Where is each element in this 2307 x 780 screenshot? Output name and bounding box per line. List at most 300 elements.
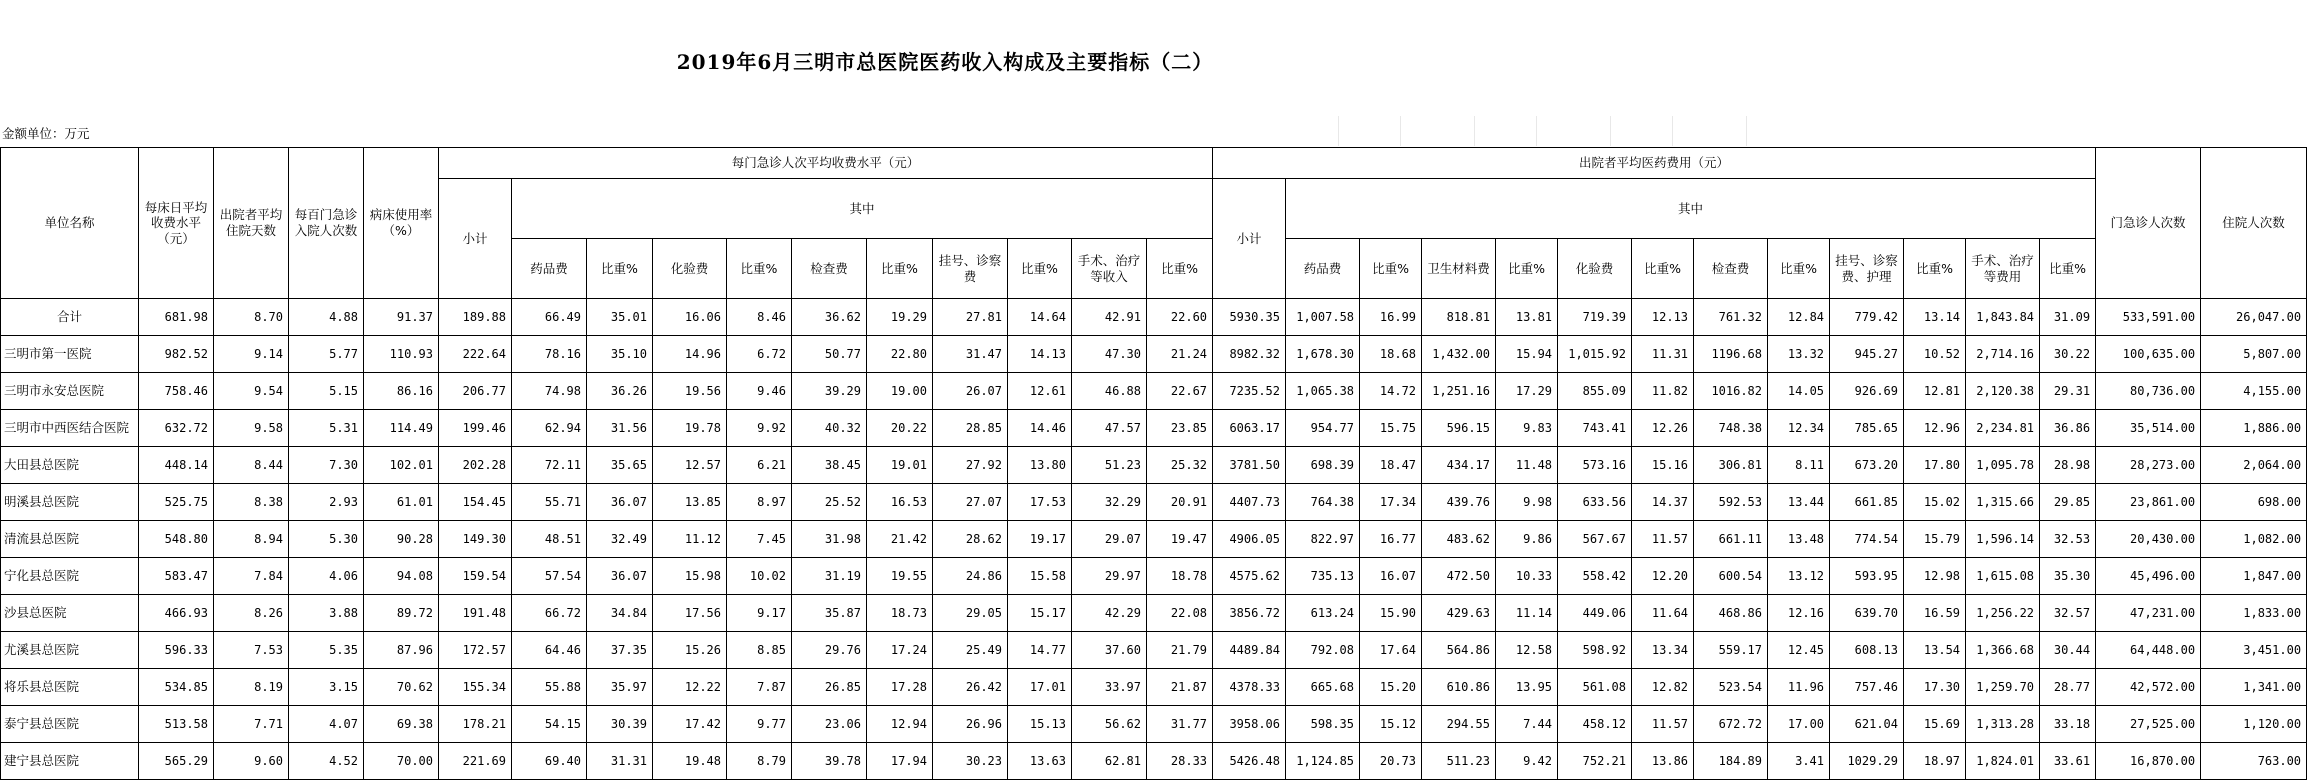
value-cell: 633.56 (1558, 484, 1632, 521)
value-cell: 13.86 (1632, 743, 1694, 780)
header-op-exam-pct: 比重% (867, 239, 933, 299)
value-cell: 621.04 (1830, 706, 1904, 743)
value-cell: 818.81 (1422, 299, 1496, 336)
value-cell: 14.72 (1360, 373, 1422, 410)
value-cell: 596.15 (1422, 410, 1496, 447)
value-cell: 9.58 (214, 410, 289, 447)
value-cell: 26.85 (792, 669, 867, 706)
header-op-exam: 检查费 (792, 239, 867, 299)
value-cell: 2,064.00 (2201, 447, 2307, 484)
value-cell: 36.62 (792, 299, 867, 336)
value-cell: 25.52 (792, 484, 867, 521)
value-cell: 31.47 (933, 336, 1008, 373)
value-cell: 154.45 (439, 484, 512, 521)
value-cell: 29.05 (933, 595, 1008, 632)
value-cell: 1,007.58 (1286, 299, 1360, 336)
value-cell: 1,678.30 (1286, 336, 1360, 373)
value-cell: 4378.33 (1213, 669, 1286, 706)
value-cell: 945.27 (1830, 336, 1904, 373)
value-cell: 28.98 (2040, 447, 2096, 484)
value-cell: 149.30 (439, 521, 512, 558)
unit-name-cell: 三明市永安总医院 (1, 373, 139, 410)
value-cell: 3958.06 (1213, 706, 1286, 743)
value-cell: 17.53 (1008, 484, 1072, 521)
value-cell: 34.84 (587, 595, 653, 632)
value-cell: 89.72 (364, 595, 439, 632)
value-cell: 28.85 (933, 410, 1008, 447)
value-cell: 1,015.92 (1558, 336, 1632, 373)
value-cell: 21.87 (1147, 669, 1213, 706)
value-cell: 719.39 (1558, 299, 1632, 336)
value-cell: 14.96 (653, 336, 727, 373)
value-cell: 1,843.84 (1966, 299, 2040, 336)
value-cell: 17.29 (1496, 373, 1558, 410)
value-cell: 17.64 (1360, 632, 1422, 669)
value-cell: 31.98 (792, 521, 867, 558)
value-cell: 9.86 (1496, 521, 1558, 558)
value-cell: 533,591.00 (2096, 299, 2201, 336)
unit-name-cell: 三明市第一医院 (1, 336, 139, 373)
value-cell: 62.94 (512, 410, 587, 447)
value-cell: 17.34 (1360, 484, 1422, 521)
value-cell: 11.96 (1768, 669, 1830, 706)
unit-name-cell: 三明市中西医结合医院 (1, 410, 139, 447)
value-cell: 7.71 (214, 706, 289, 743)
value-cell: 21.79 (1147, 632, 1213, 669)
page-title: 2019年6月三明市总医院医药收入构成及主要指标（二） (676, 50, 1214, 74)
value-cell: 66.49 (512, 299, 587, 336)
unit-name-cell: 建宁县总医院 (1, 743, 139, 780)
value-cell: 1,313.28 (1966, 706, 2040, 743)
value-cell: 12.45 (1768, 632, 1830, 669)
value-cell: 27.07 (933, 484, 1008, 521)
value-cell: 27,525.00 (2096, 706, 2201, 743)
header-inpatient-count: 住院人次数 (2201, 148, 2307, 299)
value-cell: 2.93 (289, 484, 364, 521)
value-cell: 3781.50 (1213, 447, 1286, 484)
value-cell: 17.94 (867, 743, 933, 780)
value-cell: 18.97 (1904, 743, 1966, 780)
value-cell: 18.78 (1147, 558, 1213, 595)
header-ip-of-which: 其中 (1286, 179, 2096, 239)
value-cell: 11.14 (1496, 595, 1558, 632)
value-cell: 12.16 (1768, 595, 1830, 632)
value-cell: 439.76 (1422, 484, 1496, 521)
value-cell: 613.24 (1286, 595, 1360, 632)
value-cell: 62.81 (1072, 743, 1147, 780)
value-cell: 1,251.16 (1422, 373, 1496, 410)
value-cell: 5,807.00 (2201, 336, 2307, 373)
value-cell: 25.49 (933, 632, 1008, 669)
value-cell: 222.64 (439, 336, 512, 373)
value-cell: 735.13 (1286, 558, 1360, 595)
value-cell: 50.77 (792, 336, 867, 373)
value-cell: 11.48 (1496, 447, 1558, 484)
value-cell: 28.77 (2040, 669, 2096, 706)
header-op-drug: 药品费 (512, 239, 587, 299)
value-cell: 757.46 (1830, 669, 1904, 706)
table-body (1, 299, 2307, 780)
value-cell: 15.90 (1360, 595, 1422, 632)
header-ip-material-pct: 比重% (1496, 239, 1558, 299)
value-cell: 5.15 (289, 373, 364, 410)
header-per100-admit: 每百门急诊入院人次数 (289, 148, 364, 299)
value-cell: 567.67 (1558, 521, 1632, 558)
value-cell: 172.57 (439, 632, 512, 669)
value-cell: 66.72 (512, 595, 587, 632)
header-ip-lab-pct: 比重% (1632, 239, 1694, 299)
value-cell: 13.12 (1768, 558, 1830, 595)
total-row (1, 299, 2307, 336)
value-cell: 57.54 (512, 558, 587, 595)
value-cell: 661.11 (1694, 521, 1768, 558)
value-cell: 23,861.00 (2096, 484, 2201, 521)
table-row (1, 521, 2307, 558)
grid-line (1474, 116, 1475, 146)
value-cell: 1,366.68 (1966, 632, 2040, 669)
value-cell: 26.96 (933, 706, 1008, 743)
unit-name-cell: 尤溪县总医院 (1, 632, 139, 669)
value-cell: 639.70 (1830, 595, 1904, 632)
value-cell: 36.26 (587, 373, 653, 410)
value-cell: 23.06 (792, 706, 867, 743)
header-ip-registration-pct: 比重% (1904, 239, 1966, 299)
value-cell: 472.50 (1422, 558, 1496, 595)
value-cell: 37.60 (1072, 632, 1147, 669)
value-cell: 792.08 (1286, 632, 1360, 669)
header-op-surgery: 手术、治疗等收入 (1072, 239, 1147, 299)
value-cell: 466.93 (139, 595, 214, 632)
value-cell: 14.64 (1008, 299, 1072, 336)
value-cell: 110.93 (364, 336, 439, 373)
value-cell: 19.47 (1147, 521, 1213, 558)
value-cell: 35.10 (587, 336, 653, 373)
header-bed-daily: 每床日平均收费水平（元） (139, 148, 214, 299)
unit-label: 金额单位：万元 (2, 126, 90, 141)
value-cell: 12.98 (1904, 558, 1966, 595)
table-row (1, 595, 2307, 632)
value-cell: 8.38 (214, 484, 289, 521)
unit-name-cell: 沙县总医院 (1, 595, 139, 632)
value-cell: 42.29 (1072, 595, 1147, 632)
value-cell: 80,736.00 (2096, 373, 2201, 410)
value-cell: 748.38 (1694, 410, 1768, 447)
value-cell: 28.33 (1147, 743, 1213, 780)
value-cell: 51.23 (1072, 447, 1147, 484)
value-cell: 600.54 (1694, 558, 1768, 595)
unit-name-cell: 将乐县总医院 (1, 669, 139, 706)
value-cell: 698.00 (2201, 484, 2307, 521)
value-cell: 30.22 (2040, 336, 2096, 373)
value-cell: 17.42 (653, 706, 727, 743)
value-cell: 449.06 (1558, 595, 1632, 632)
value-cell: 15.17 (1008, 595, 1072, 632)
value-cell: 11.57 (1632, 521, 1694, 558)
value-cell: 608.13 (1830, 632, 1904, 669)
value-cell: 1,432.00 (1422, 336, 1496, 373)
value-cell: 159.54 (439, 558, 512, 595)
value-cell: 525.75 (139, 484, 214, 521)
value-cell: 7.44 (1496, 706, 1558, 743)
value-cell: 13.95 (1496, 669, 1558, 706)
value-cell: 29.31 (2040, 373, 2096, 410)
value-cell: 954.77 (1286, 410, 1360, 447)
header-op-of-which: 其中 (512, 179, 1213, 239)
value-cell: 926.69 (1830, 373, 1904, 410)
value-cell: 1016.82 (1694, 373, 1768, 410)
value-cell: 11.57 (1632, 706, 1694, 743)
value-cell: 20.91 (1147, 484, 1213, 521)
value-cell: 12.22 (653, 669, 727, 706)
value-cell: 13.63 (1008, 743, 1072, 780)
value-cell: 27.92 (933, 447, 1008, 484)
value-cell: 22.67 (1147, 373, 1213, 410)
value-cell: 19.01 (867, 447, 933, 484)
value-cell: 189.88 (439, 299, 512, 336)
value-cell: 31.31 (587, 743, 653, 780)
value-cell: 16,870.00 (2096, 743, 2201, 780)
value-cell: 55.71 (512, 484, 587, 521)
value-cell: 592.53 (1694, 484, 1768, 521)
value-cell: 8.79 (727, 743, 792, 780)
header-op-lab-pct: 比重% (727, 239, 792, 299)
value-cell: 8.11 (1768, 447, 1830, 484)
value-cell: 15.79 (1904, 521, 1966, 558)
value-cell: 752.21 (1558, 743, 1632, 780)
value-cell: 7.84 (214, 558, 289, 595)
value-cell: 17.00 (1768, 706, 1830, 743)
value-cell: 31.09 (2040, 299, 2096, 336)
value-cell: 19.78 (653, 410, 727, 447)
value-cell: 12.34 (1768, 410, 1830, 447)
value-cell: 1,847.00 (2201, 558, 2307, 595)
table-row (1, 447, 2307, 484)
value-cell: 29.07 (1072, 521, 1147, 558)
value-cell: 39.29 (792, 373, 867, 410)
value-cell: 2,120.38 (1966, 373, 2040, 410)
value-cell: 1,824.01 (1966, 743, 2040, 780)
value-cell: 29.97 (1072, 558, 1147, 595)
value-cell: 10.02 (727, 558, 792, 595)
value-cell: 12.13 (1632, 299, 1694, 336)
value-cell: 14.46 (1008, 410, 1072, 447)
value-cell: 13.48 (1768, 521, 1830, 558)
header-outpatient-group: 每门急诊人次平均收费水平（元） (439, 148, 1213, 179)
header-ip-drug: 药品费 (1286, 239, 1360, 299)
value-cell: 1196.68 (1694, 336, 1768, 373)
table-row (1, 484, 2307, 521)
value-cell: 16.99 (1360, 299, 1422, 336)
value-cell: 1,124.85 (1286, 743, 1360, 780)
value-cell: 511.23 (1422, 743, 1496, 780)
value-cell: 86.16 (364, 373, 439, 410)
table-row (1, 669, 2307, 706)
unit-name-cell: 大田县总医院 (1, 447, 139, 484)
value-cell: 28,273.00 (2096, 447, 2201, 484)
value-cell: 26,047.00 (2201, 299, 2307, 336)
value-cell: 47.57 (1072, 410, 1147, 447)
value-cell: 3856.72 (1213, 595, 1286, 632)
unit-name-cell: 清流县总医院 (1, 521, 139, 558)
value-cell: 42,572.00 (2096, 669, 2201, 706)
value-cell: 32.53 (2040, 521, 2096, 558)
value-cell: 448.14 (139, 447, 214, 484)
value-cell: 26.42 (933, 669, 1008, 706)
value-cell: 12.94 (867, 706, 933, 743)
value-cell: 36.07 (587, 484, 653, 521)
value-cell: 1,120.00 (2201, 706, 2307, 743)
value-cell: 20,430.00 (2096, 521, 2201, 558)
value-cell: 11.31 (1632, 336, 1694, 373)
value-cell: 16.59 (1904, 595, 1966, 632)
header-unit-name: 单位名称 (1, 148, 139, 299)
value-cell: 9.54 (214, 373, 289, 410)
value-cell: 14.37 (1632, 484, 1694, 521)
value-cell: 61.01 (364, 484, 439, 521)
grid-line (1610, 116, 1611, 146)
value-cell: 16.07 (1360, 558, 1422, 595)
value-cell: 48.51 (512, 521, 587, 558)
value-cell: 37.35 (587, 632, 653, 669)
grid-line (1400, 116, 1401, 146)
value-cell: 17.01 (1008, 669, 1072, 706)
value-cell: 12.96 (1904, 410, 1966, 447)
value-cell: 1,082.00 (2201, 521, 2307, 558)
value-cell: 15.98 (653, 558, 727, 595)
value-cell: 32.57 (2040, 595, 2096, 632)
value-cell: 13.14 (1904, 299, 1966, 336)
value-cell: 31.77 (1147, 706, 1213, 743)
grid-line (1672, 116, 1673, 146)
value-cell: 20.73 (1360, 743, 1422, 780)
value-cell: 94.08 (364, 558, 439, 595)
value-cell: 36.86 (2040, 410, 2096, 447)
value-cell: 1,259.70 (1966, 669, 2040, 706)
value-cell: 46.88 (1072, 373, 1147, 410)
value-cell: 13.44 (1768, 484, 1830, 521)
value-cell: 3,451.00 (2201, 632, 2307, 669)
value-cell: 55.88 (512, 669, 587, 706)
value-cell: 12.61 (1008, 373, 1072, 410)
value-cell: 69.38 (364, 706, 439, 743)
value-cell: 1,315.66 (1966, 484, 2040, 521)
value-cell: 35.97 (587, 669, 653, 706)
value-cell: 698.39 (1286, 447, 1360, 484)
header-op-drug-pct: 比重% (587, 239, 653, 299)
value-cell: 39.78 (792, 743, 867, 780)
value-cell: 598.35 (1286, 706, 1360, 743)
value-cell: 4,155.00 (2201, 373, 2307, 410)
value-cell: 665.68 (1286, 669, 1360, 706)
value-cell: 33.97 (1072, 669, 1147, 706)
value-cell: 30.23 (933, 743, 1008, 780)
value-cell: 18.47 (1360, 447, 1422, 484)
value-cell: 8.94 (214, 521, 289, 558)
table-row (1, 558, 2307, 595)
value-cell: 8.85 (727, 632, 792, 669)
value-cell: 32.29 (1072, 484, 1147, 521)
value-cell: 155.34 (439, 669, 512, 706)
value-cell: 13.32 (1768, 336, 1830, 373)
value-cell: 10.52 (1904, 336, 1966, 373)
value-cell: 610.86 (1422, 669, 1496, 706)
value-cell: 27.81 (933, 299, 1008, 336)
value-cell: 548.80 (139, 521, 214, 558)
value-cell: 673.20 (1830, 447, 1904, 484)
value-cell: 15.26 (653, 632, 727, 669)
value-cell: 17.56 (653, 595, 727, 632)
value-cell: 4.07 (289, 706, 364, 743)
value-cell: 35.30 (2040, 558, 2096, 595)
value-cell: 100,635.00 (2096, 336, 2201, 373)
value-cell: 40.32 (792, 410, 867, 447)
header-op-registration: 挂号、诊察费 (933, 239, 1008, 299)
value-cell: 523.54 (1694, 669, 1768, 706)
value-cell: 29.85 (2040, 484, 2096, 521)
value-cell: 24.86 (933, 558, 1008, 595)
value-cell: 6.21 (727, 447, 792, 484)
value-cell: 19.17 (1008, 521, 1072, 558)
value-cell: 558.42 (1558, 558, 1632, 595)
value-cell: 32.49 (587, 521, 653, 558)
value-cell: 15.12 (1360, 706, 1422, 743)
value-cell: 5.30 (289, 521, 364, 558)
value-cell: 2,234.81 (1966, 410, 2040, 447)
header-ip-exam: 检查费 (1694, 239, 1768, 299)
header-ip-drug-pct: 比重% (1360, 239, 1422, 299)
value-cell: 7235.52 (1213, 373, 1286, 410)
value-cell: 17.24 (867, 632, 933, 669)
value-cell: 18.73 (867, 595, 933, 632)
value-cell: 21.42 (867, 521, 933, 558)
value-cell: 18.68 (1360, 336, 1422, 373)
header-row-1 (1, 148, 2307, 179)
table-row (1, 373, 2307, 410)
value-cell: 1,065.38 (1286, 373, 1360, 410)
value-cell: 9.14 (214, 336, 289, 373)
value-cell: 7.87 (727, 669, 792, 706)
value-cell: 8.46 (727, 299, 792, 336)
header-ip-surgery-pct: 比重% (2040, 239, 2096, 299)
table-row (1, 743, 2307, 780)
value-cell: 69.40 (512, 743, 587, 780)
value-cell: 5930.35 (1213, 299, 1286, 336)
value-cell: 35.65 (587, 447, 653, 484)
value-cell: 743.41 (1558, 410, 1632, 447)
value-cell: 78.16 (512, 336, 587, 373)
value-cell: 598.92 (1558, 632, 1632, 669)
value-cell: 16.53 (867, 484, 933, 521)
value-cell: 102.01 (364, 447, 439, 484)
value-cell: 596.33 (139, 632, 214, 669)
value-cell: 87.96 (364, 632, 439, 669)
header-op-lab: 化验费 (653, 239, 727, 299)
value-cell: 31.19 (792, 558, 867, 595)
value-cell: 191.48 (439, 595, 512, 632)
value-cell: 15.75 (1360, 410, 1422, 447)
value-cell: 199.46 (439, 410, 512, 447)
value-cell: 6.72 (727, 336, 792, 373)
value-cell: 785.65 (1830, 410, 1904, 447)
value-cell: 9.98 (1496, 484, 1558, 521)
value-cell: 35.87 (792, 595, 867, 632)
unit-name-cell: 合计 (1, 299, 139, 336)
value-cell: 8.97 (727, 484, 792, 521)
value-cell: 5426.48 (1213, 743, 1286, 780)
value-cell: 202.28 (439, 447, 512, 484)
value-cell: 12.26 (1632, 410, 1694, 447)
unit-name-cell: 泰宁县总医院 (1, 706, 139, 743)
